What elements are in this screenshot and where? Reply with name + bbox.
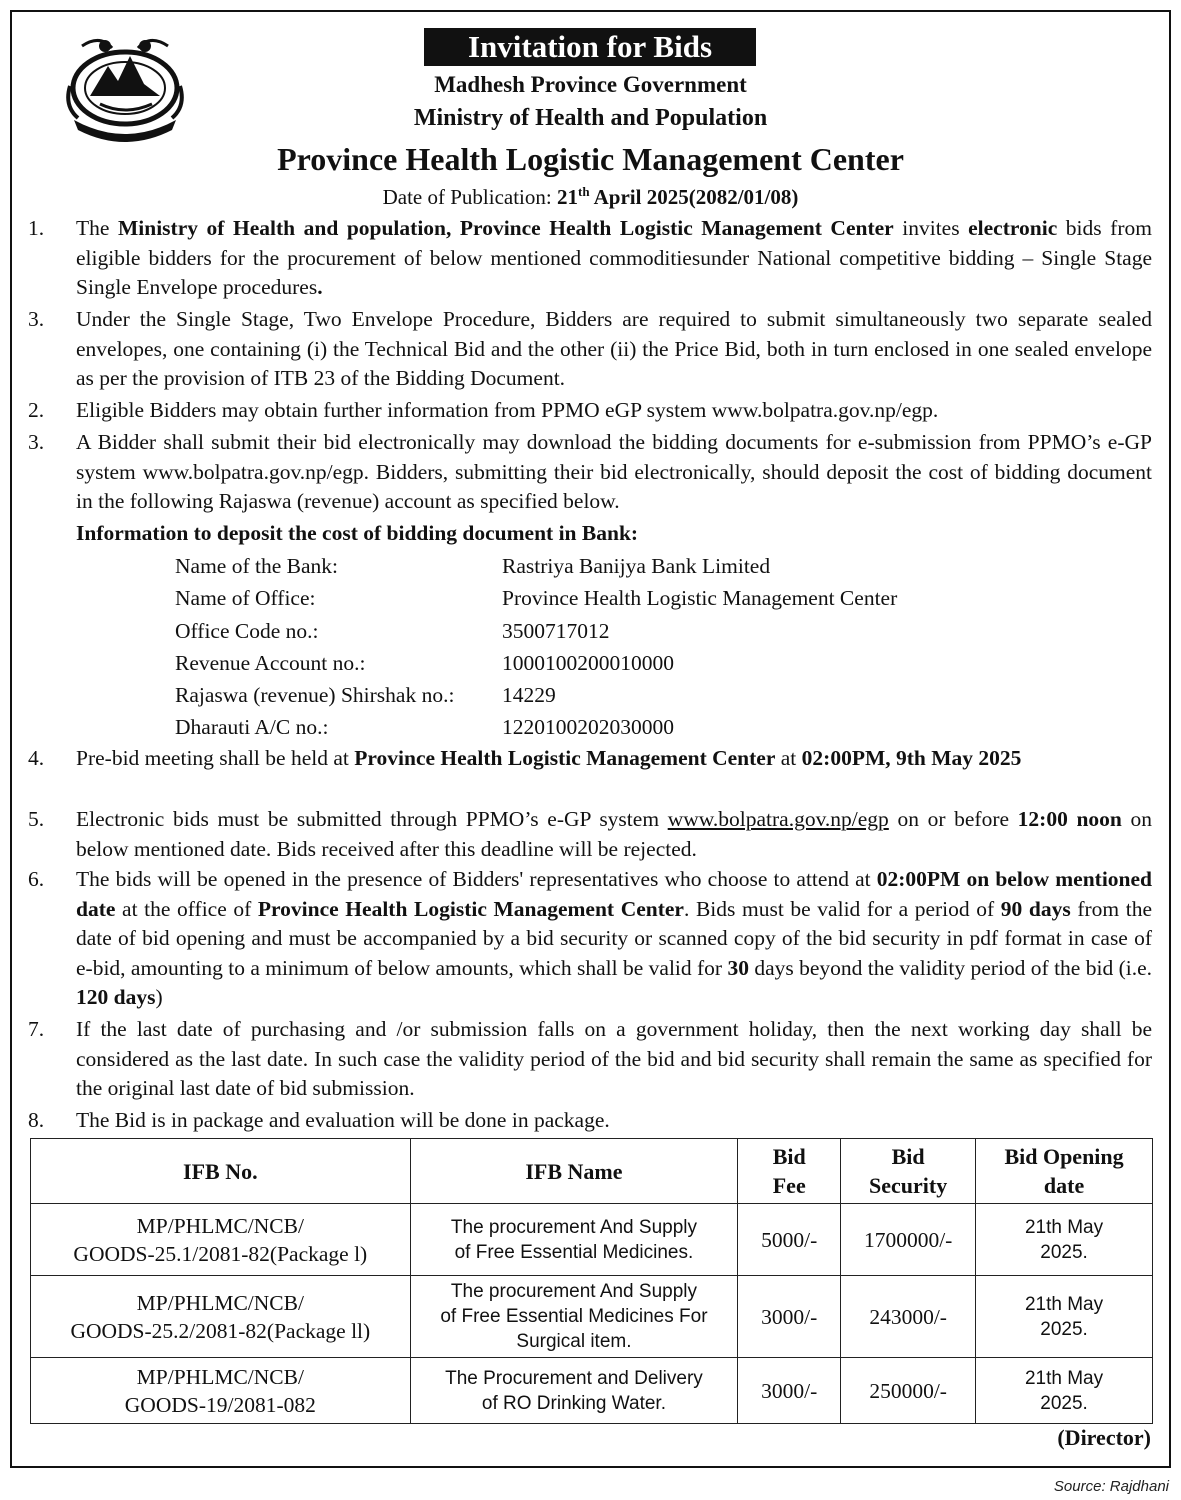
- header-bid-security: Bid Security: [841, 1139, 976, 1204]
- bid-table: [30, 1138, 1153, 1424]
- government-name: Madhesh Province Government: [434, 72, 747, 97]
- cell-bid-security: 1700000/-: [841, 1204, 976, 1276]
- table-row: [31, 1204, 1153, 1276]
- paragraph-5: 4. Pre-bid meeting shall be held at Province Health Logistic Management Center at 02:00PM, 9th May 2025: [28, 746, 1022, 770]
- paragraph-2: 3. Under the Single Stage, Two Envelope Procedure, Bidders are required to submit simultaneously two separate sealed envelopes, one containing (i) the Technical Bid and the other (ii) the Price Bid, both in turn enclosed in one sealed envelope as per the provision of ITB 23 of the Bidding Document.: [28, 307, 1152, 390]
- paragraph-3: 2. Eligible Bidders may obtain further information from PPMO eGP system www.bolpatra.gov.np/egp.: [28, 398, 939, 422]
- table-header-row: [31, 1139, 1153, 1204]
- cell-ifb-name: The procurement And Supply of Free Essential Medicines.: [410, 1204, 738, 1276]
- paragraph-9: 8. The Bid is in package and evaluation will be done in package.: [28, 1108, 610, 1132]
- cell-bid-security: 250000/-: [841, 1358, 976, 1424]
- bank-row: Dharauti A/C no.: 1220100202030000: [175, 715, 674, 740]
- header-bid-opening-date: Bid Opening date: [976, 1139, 1153, 1204]
- source-credit: Source: Rajdhani: [1053, 1478, 1169, 1495]
- cell-ifb-no: MP/PHLMC/NCB/ GOODS-25.1/2081-82(Package l): [31, 1204, 411, 1276]
- paragraph-4: 3. A Bidder shall submit their bid electronically may download the bidding documents for e-submission from PPMO’s e-GP system www.bolpatra.gov.np/egp. Bidders, submitting their bid electronically, should deposit the cost of bidding document in the following Rajaswa (revenue) account as specified below.: [28, 430, 1152, 513]
- cell-bid-fee: 3000/-: [738, 1276, 841, 1358]
- ministry-name: Ministry of Health and Population: [413, 105, 768, 131]
- cell-bid-security: 243000/-: [841, 1276, 976, 1358]
- cell-bid-fee: 5000/-: [738, 1204, 841, 1276]
- cell-opening-date: 21th May 2025.: [976, 1276, 1153, 1358]
- bank-info-list: [175, 551, 897, 745]
- notice-title: Invitation for Bids: [424, 28, 756, 66]
- bank-row: Name of Office: Province Health Logistic Management Center: [175, 586, 898, 611]
- bank-info-title: Information to deposit the cost of bidding document in Bank:: [76, 521, 639, 545]
- cell-ifb-no: MP/PHLMC/NCB/ GOODS-25.2/2081-82(Package ll): [31, 1276, 411, 1358]
- table-row: [31, 1276, 1153, 1358]
- table-row: [31, 1358, 1153, 1424]
- header-bid-fee: Bid Fee: [738, 1139, 841, 1204]
- bank-row: Revenue Account no.: 1000100200010000: [175, 650, 674, 675]
- signatory: (Director): [1057, 1425, 1151, 1450]
- publication-date: Date of Publication: 21th April 2025(2082/01/08): [382, 184, 799, 209]
- cell-opening-date: 21th May 2025.: [976, 1204, 1153, 1276]
- cell-opening-date: 21th May 2025.: [976, 1358, 1153, 1424]
- egp-link[interactable]: www.bolpatra.gov.np/egp: [667, 807, 889, 831]
- center-name: Province Health Logistic Management Center: [277, 141, 904, 177]
- paragraph-8: 7. If the last date of purchasing and /or submission falls on a government holiday, then the next working day shall be considered as the last date. In such case the validity period of the bid and bid security shall remain the same as specified for the original last date of bid submission.: [28, 1017, 1152, 1100]
- bank-row: Name of the Bank: Rastriya Banijya Bank Limited: [175, 554, 771, 578]
- paragraph-1: 1. The Ministry of Health and population, Province Health Logistic Management Center invites electronic bids from eligible bidders for the procurement of below mentioned commoditiesunder National competitive bidding – Single Stage Single Envelope procedures.: [28, 216, 1152, 299]
- header-ifb-name: IFB Name: [410, 1139, 738, 1204]
- cell-bid-fee: 3000/-: [738, 1358, 841, 1424]
- cell-ifb-name: The procurement And Supply of Free Essential Medicines For Surgical item.: [410, 1276, 738, 1358]
- paragraph-7: 6. The bids will be opened in the presence of Bidders' representatives who choose to attend at 02:00PM on below mentioned date at the office of Province Health Logistic Management Center. Bids must be valid for a period of 90 days from the date of bid opening and must be accompanied by a bid security or scanned copy of the bid security in pdf format in case of e-bid, amounting to a minimum of below amounts, which shall be valid for 30 days beyond the validity period of the bid (i.e. 120 days): [28, 867, 1153, 1009]
- header-ifb-no: IFB No.: [31, 1139, 411, 1204]
- bank-row: Rajaswa (revenue) Shirshak no.: 14229: [175, 683, 556, 708]
- paragraph-6: 5. Electronic bids must be submitted through PPMO’s e-GP system www.bolpatra.gov.np/egp on or before 12:00 noon on below mentioned date. Bids received after this deadline will be rejected.: [28, 807, 1153, 861]
- cell-ifb-name: The Procurement and Delivery of RO Drinking Water.: [410, 1358, 738, 1424]
- cell-ifb-no: MP/PHLMC/NCB/ GOODS-19/2081-082: [31, 1358, 411, 1424]
- bank-row: Office Code no.: 3500717012: [175, 618, 610, 643]
